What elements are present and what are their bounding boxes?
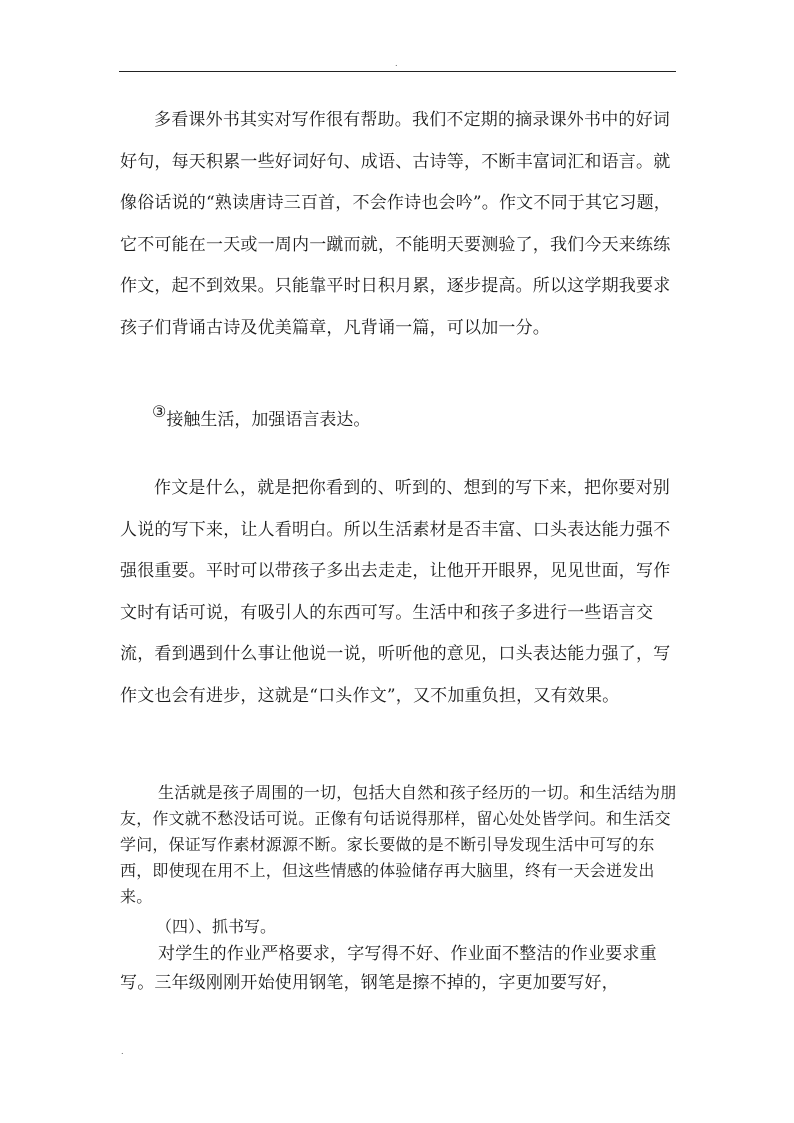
paragraph-reading: 多看课外书其实对写作很有帮助。我们不定期的摘录课外书中的好词好句，每天积累一些好词好句、成语、古诗等，不断丰富词汇和语言。就像俗话说的“熟读唐诗三百首，不会作诗也会吟”。作文不同于其它习题，它不可能在一天或一周内一蹴而就，不能明天要测验了，我们今天来练练作文，起不到效果。只能靠平时日积月累，逐步提高。所以这学期我要求孩子们背诵古诗及优美篇章，凡背诵一篇，可以加一分。 xyxy=(120,110,671,338)
circled-number: ③ xyxy=(152,402,167,421)
section-heading-text: 接触生活，加强语言表达。 xyxy=(166,410,371,430)
footer-mark: . xyxy=(121,1047,124,1056)
paragraph-handwriting: 对学生的作业严格要求，字写得不好、作业面不整洁的作业要求重写。三年级刚刚开始使用钢笔，钢笔是擦不掉的，字更加要写好， xyxy=(120,944,657,993)
paragraph-expression: 作文是什么，就是把你看到的、听到的、想到的写下来，把你要对别人说的写下来，让人看明白。所以生活素材是否丰富、口头表达能力强不强很重要。平时可以带孩子多出去走走，让他开开眼界，见见世面，写作文时有话可说，有吸引人的东西可写。生活中和孩子多进行一些语言交流，看到遇到什么事让他说一说，听听他的意见，口头表达能力强了，写作文也会有进步，这就是“口头作文”，又不加重负担，又有效果。 xyxy=(120,478,671,706)
header-rule xyxy=(119,71,676,72)
paragraph-life: 生活就是孩子周围的一切，包括大自然和孩子经历的一切。和生活结为朋友，作文就不愁没话可说。正像有句话说得那样，留心处处皆学问。和生活交学问，保证写作素材源源不断。家长要做的是不断引导发现生活中可写的东西，即使现在用不上，但这些情感的体验储存再大脑里，终有一天会迸发出来。 xyxy=(120,783,677,906)
section-heading-3 xyxy=(152,400,552,432)
section-heading-4: （四）、抓书写。 xyxy=(156,917,277,936)
header-mark: . xyxy=(395,59,398,68)
